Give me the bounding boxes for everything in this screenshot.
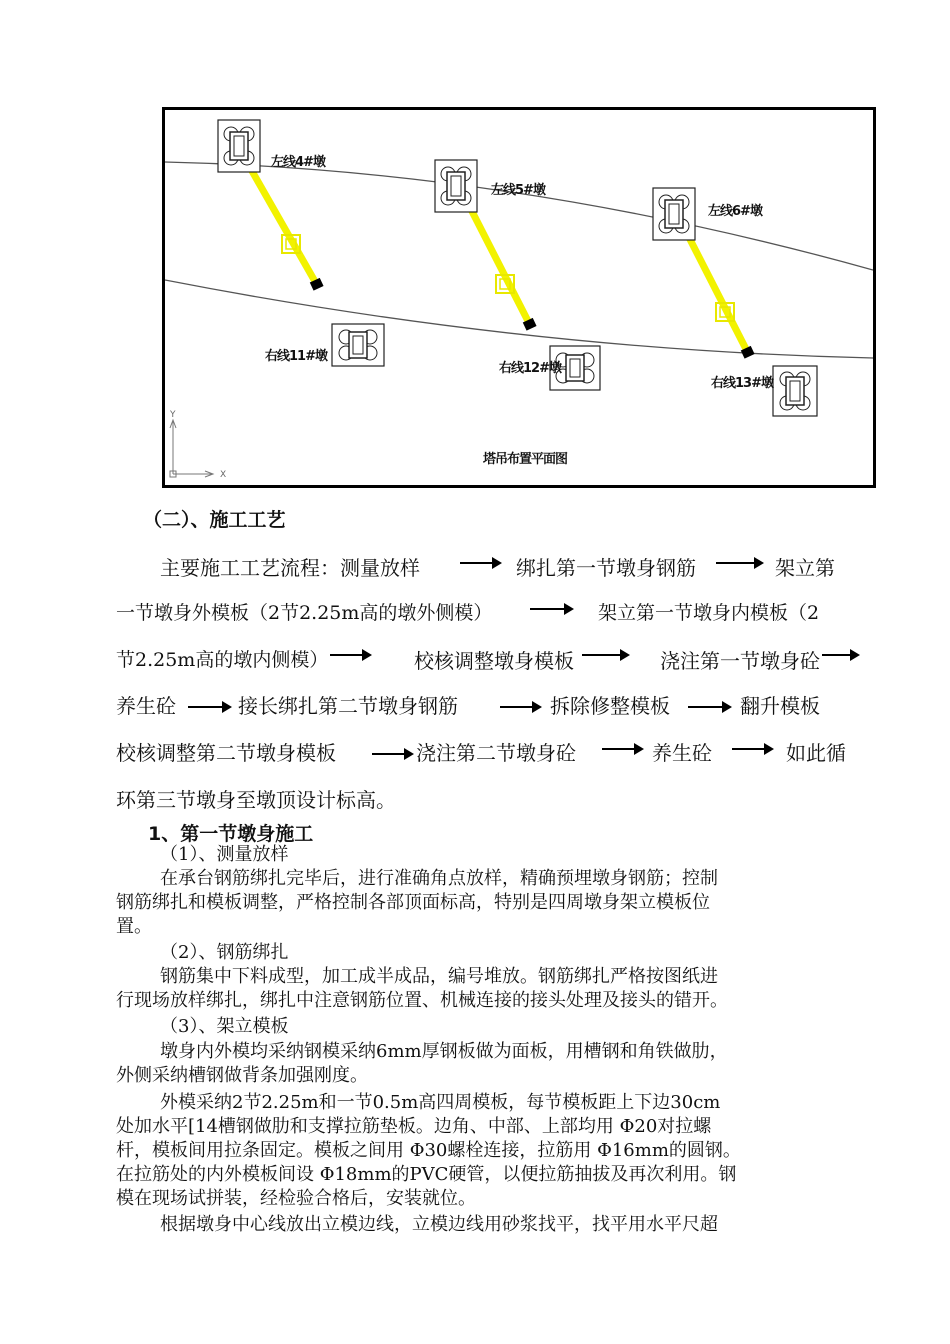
paragraph-line: 在承台钢筋绑扎完毕后，进行准确角点放样，精确预埋墩身钢筋；控制 [160, 868, 718, 889]
pier-label-r12: 右线12#墩 [499, 361, 561, 376]
paragraph-line: 杆，模板间用拉条固定。模板之间用 Φ30螺栓连接，拉筋用 Φ16mm的圆钢。 [116, 1140, 741, 1161]
flow-arrow [500, 706, 540, 708]
flow-arrow [530, 608, 572, 610]
flow-arrow [582, 654, 628, 656]
flow-step-inner-form-cont: 节2.25m高的墩内侧模） [116, 649, 329, 671]
item-1-title: （1）、测量放样 [160, 844, 289, 865]
flow-arrow [716, 562, 762, 564]
paragraph-line: 墩身内外模均采纳钢模采纳6mm厚钢板做为面板，用槽钢和角铁做肋， [160, 1041, 728, 1062]
paragraph-line: 外模采纳2节2.25m和一节0.5m高四周模板，每节模板距上下边30cm [160, 1092, 721, 1113]
pier-footprint-r13 [773, 366, 817, 416]
flow-arrow [460, 562, 500, 564]
ucs-axis-icon [170, 420, 213, 477]
pier-label-r11: 右线11#墩 [265, 349, 327, 364]
paragraph-line: 钢筋绑扎和模板调整，严格控制各部顶面标高，特别是四周墩身架立模板位 [116, 892, 710, 913]
item-2-title: （2）、钢筋绑扎 [160, 942, 289, 963]
flow-step-cure-2: 养生砼 [652, 741, 712, 765]
pier-footprint-r11 [332, 324, 384, 366]
pier-footprint-l4 [218, 120, 260, 172]
axis-x-label: X [220, 470, 227, 480]
flow-step-cure-1: 养生砼 [116, 694, 176, 718]
paragraph-line: 根据墩身中心线放出立模边线，立模边线用砂浆找平，找平用水平尺超 [160, 1214, 718, 1235]
paragraph-line: 置。 [116, 916, 152, 937]
paragraph-line: 外侧采纳槽钢做背条加强刚度。 [116, 1065, 368, 1086]
figure-caption: 塔吊布置平面图 [483, 452, 568, 467]
tower-crane-layout-figure [162, 107, 876, 488]
pier-footprint-l5 [435, 160, 477, 212]
flow-step-pour-1: 浇注第一节墩身砼 [660, 649, 820, 673]
paragraph-line: 在拉筋处的内外模板间设 Φ18mm的PVC硬管，以便拉筋抽拔及再次利用。钢 [116, 1164, 737, 1185]
flow-step-inner-form: 架立第一节墩身内模板（2 [598, 602, 820, 624]
flow-step-outer-form: 一节墩身外模板（2节2.25m高的墩外侧模） [116, 602, 493, 624]
flow-arrow [732, 748, 772, 750]
flow-arrow [602, 748, 642, 750]
flow-step-final: 环第三节墩身至墩顶设计标高。 [116, 788, 396, 812]
flow-step-repeat: 如此循 [786, 741, 846, 765]
paragraph-line: 模在现场试拼装，经检验合格后，安装就位。 [116, 1188, 476, 1209]
paragraph-line: 钢筋集中下料成型，加工成半成品，编号堆放。钢筋绑扎严格按图纸进 [160, 966, 718, 987]
section-heading: （二）、施工工艺 [143, 509, 286, 531]
flow-step-strip-form: 拆除修整模板 [550, 694, 670, 718]
flow-arrow [330, 654, 370, 656]
flow-step-rebar-1: 绑扎第一节墩身钢筋 [516, 556, 696, 580]
item-3-title: （3）、架立模板 [160, 1016, 289, 1037]
flow-step-pour-2: 浇注第二节墩身砼 [416, 741, 576, 765]
flow-arrow [372, 753, 412, 755]
flow-arrow [688, 706, 730, 708]
flow-step-adjust-form-2: 校核调整第二节墩身模板 [116, 741, 336, 765]
flow-step-climb-form: 翻升模板 [740, 694, 820, 718]
flow-arrow [188, 706, 230, 708]
pier-label-l4: 左线4#墩 [271, 155, 325, 170]
flow-arrow [822, 654, 858, 656]
paragraph-line: 处加水平[14槽钢做肋和支撑拉筋垫板。边角、中部、上部均用 Φ20对拉螺 [116, 1116, 712, 1137]
flow-step-survey: 主要施工工艺流程：测量放样 [160, 556, 420, 580]
axis-y-label: Y [170, 410, 176, 420]
flow-step-erect-start: 架立第 [775, 556, 835, 580]
flow-step-adjust-form: 校核调整墩身模板 [414, 649, 574, 673]
pier-label-l6: 左线6#墩 [708, 204, 762, 219]
subsection-heading: 1、第一节墩身施工 [148, 823, 314, 845]
pier-footprint-l6 [653, 188, 695, 240]
pier-label-l5: 左线5#墩 [491, 183, 545, 198]
flow-step-rebar-2: 接长绑扎第二节墩身钢筋 [238, 694, 458, 718]
pier-label-r13: 右线13#墩 [711, 376, 773, 391]
paragraph-line: 行现场放样绑扎，绑扎中注意钢筋位置、机械连接的接头处理及接头的错开。 [116, 990, 728, 1011]
